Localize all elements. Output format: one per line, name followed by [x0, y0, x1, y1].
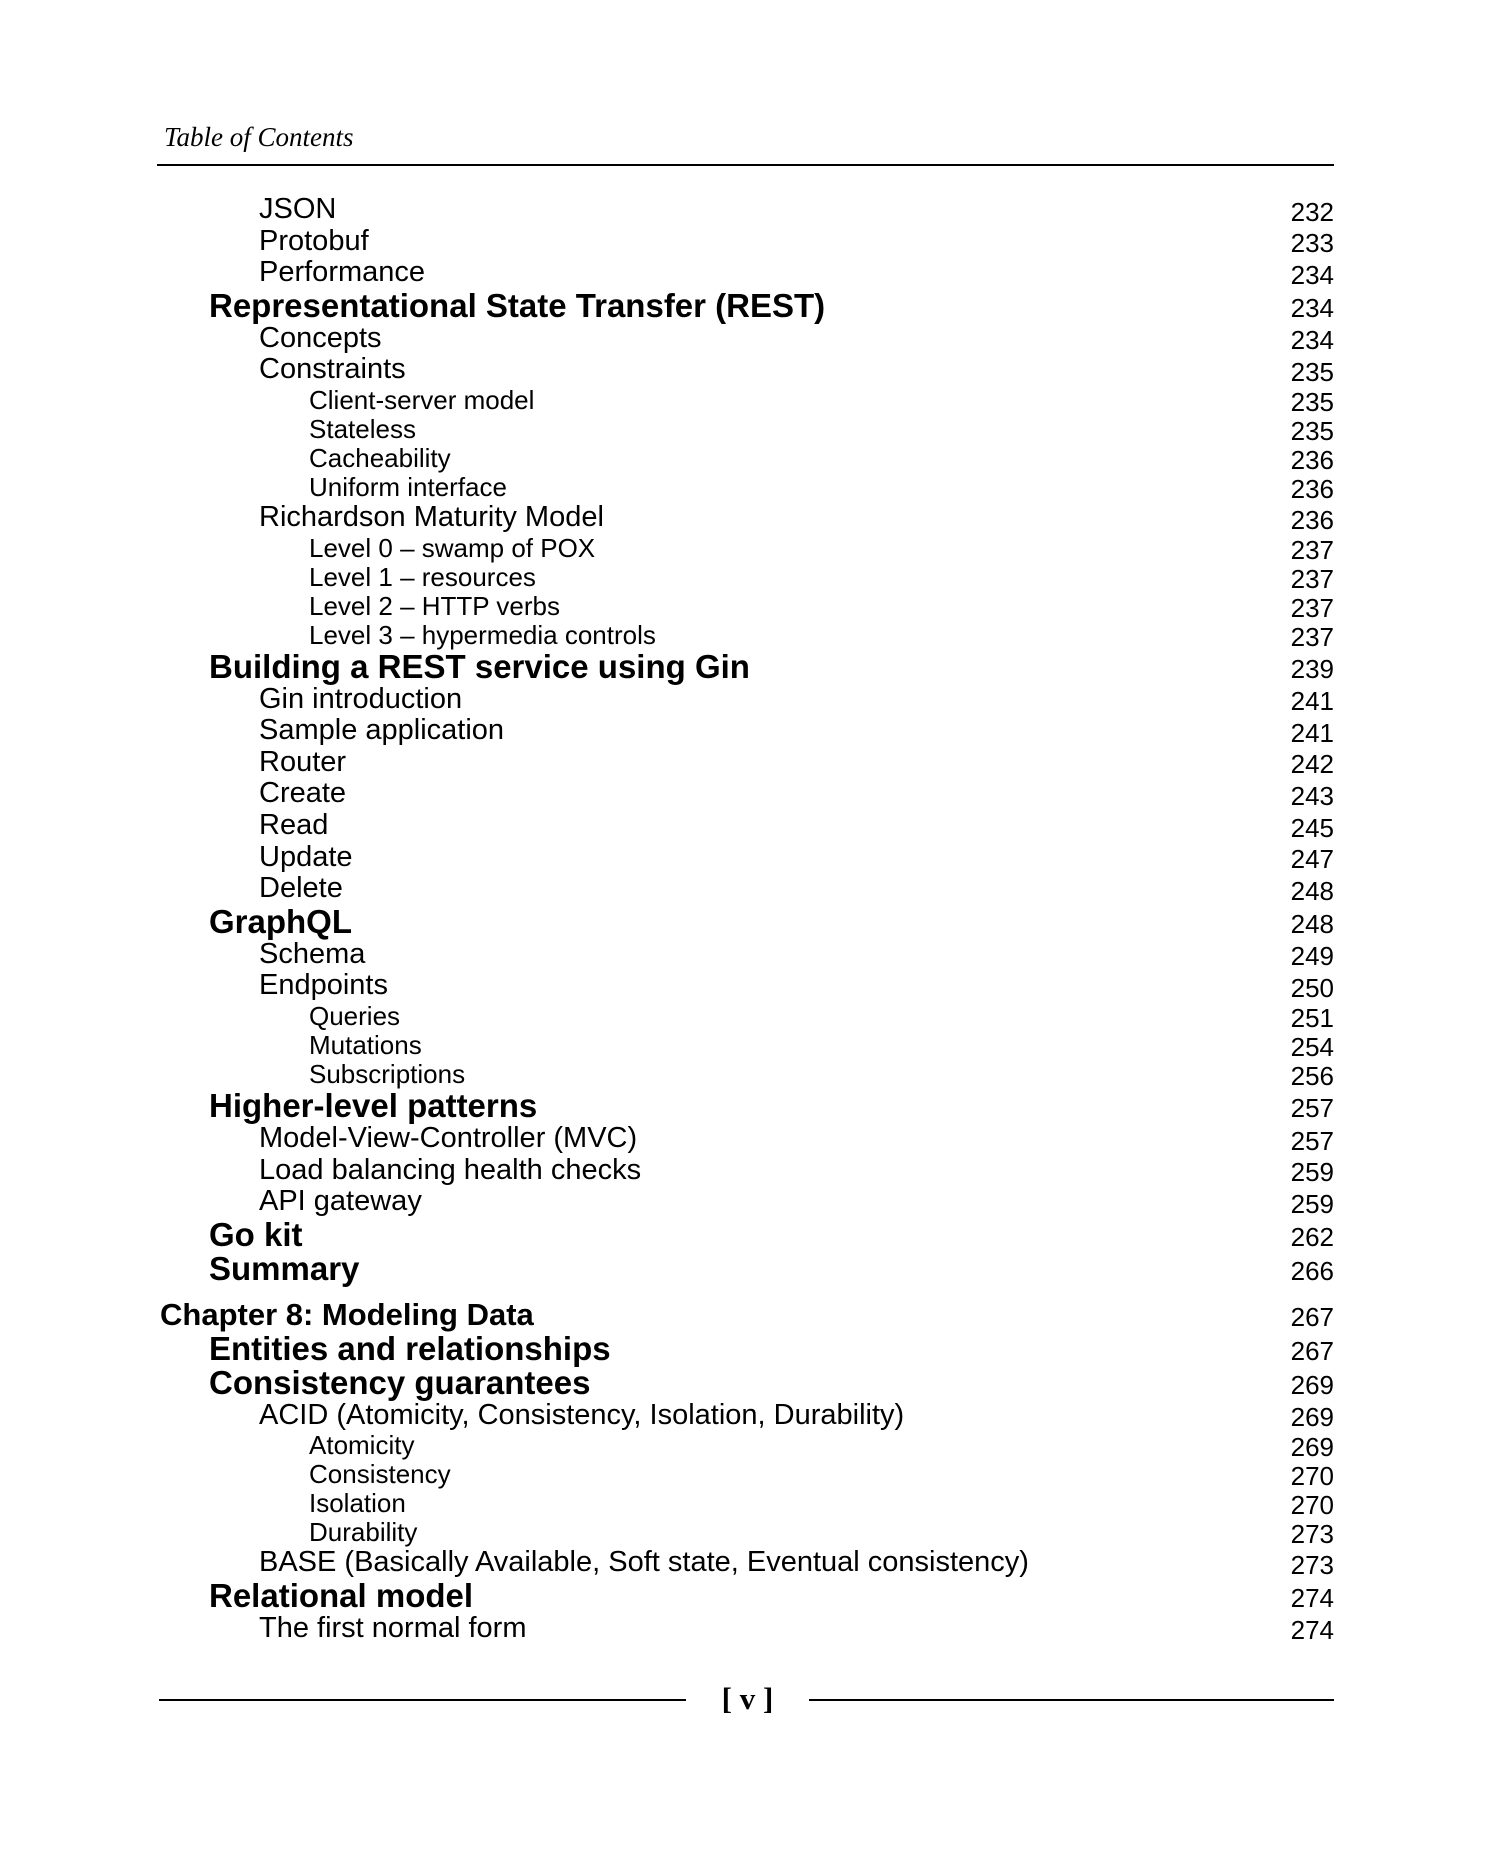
toc-subsection[interactable] — [157, 684, 1334, 716]
toc-subsubsection[interactable] — [157, 386, 1334, 415]
footer-divider-right — [809, 1699, 1334, 1701]
toc-entry-title: Building a REST service using Gin — [209, 647, 750, 685]
toc-subsection[interactable] — [157, 1123, 1334, 1155]
toc-subsection[interactable] — [157, 778, 1334, 810]
toc-entry-page-number: 248 — [1290, 875, 1334, 906]
toc-section[interactable] — [157, 1329, 1334, 1367]
toc-subsubsection[interactable] — [157, 1517, 1334, 1550]
toc-entry-page-number: 237 — [1290, 621, 1334, 652]
toc-entry-page-number: 274 — [1290, 1615, 1334, 1646]
toc-entry-page-number: 235 — [1290, 356, 1334, 387]
toc-subsubsection[interactable] — [157, 1060, 1334, 1089]
toc-entry-page-number: 235 — [1290, 386, 1334, 417]
toc-entry-page-number: 257 — [1290, 1125, 1334, 1156]
toc-entry-title: Level 1 – resources — [309, 561, 536, 592]
toc-subsubsection[interactable] — [157, 1031, 1334, 1060]
toc-subsubsection[interactable] — [157, 1488, 1334, 1521]
toc-subsection[interactable] — [157, 970, 1334, 1002]
toc-entry-page-number: 237 — [1290, 563, 1334, 594]
toc-entry-page-number: 269 — [1290, 1432, 1334, 1463]
toc-subsection[interactable] — [157, 1547, 1334, 1579]
toc-entry-page-number: 233 — [1290, 228, 1334, 259]
page-footer — [157, 1676, 1334, 1726]
toc-entry-page-number: 237 — [1290, 534, 1334, 565]
toc-entry-page-number: 270 — [1290, 1490, 1334, 1521]
toc-entry-page-number: 259 — [1290, 1157, 1334, 1188]
toc-subsection[interactable] — [157, 939, 1334, 971]
toc-subsection[interactable] — [157, 257, 1334, 289]
toc-entry-title: Queries — [309, 1000, 401, 1031]
toc-entry-page-number: 266 — [1290, 1255, 1334, 1286]
toc-entry-page-number: 251 — [1290, 1002, 1334, 1033]
toc-subsection[interactable] — [157, 323, 1334, 355]
toc-entry-title: The first normal form — [259, 1611, 527, 1644]
toc-entry-title: Performance — [259, 256, 426, 289]
toc-subsection[interactable] — [157, 873, 1334, 905]
toc-entry-page-number: 235 — [1290, 415, 1334, 446]
toc-entry-title: Model-View-Controller (MVC) — [259, 1121, 638, 1154]
toc-entry-page-number: 236 — [1290, 444, 1334, 475]
toc-entry-page-number: 247 — [1290, 844, 1334, 875]
toc-entry-page-number: 232 — [1290, 196, 1334, 227]
toc-entry-title: Endpoints — [259, 969, 388, 1002]
toc-subsection[interactable] — [157, 226, 1334, 258]
toc-entry-title: API gateway — [259, 1185, 422, 1218]
toc-entry-page-number: 273 — [1290, 1519, 1334, 1550]
toc-subsection[interactable] — [157, 1186, 1334, 1218]
toc-entry-page-number: 243 — [1290, 780, 1334, 811]
toc-subsubsection[interactable] — [157, 563, 1334, 592]
toc-section[interactable] — [157, 1363, 1334, 1401]
toc-entry-title: Uniform interface — [309, 471, 507, 502]
toc-entry-page-number: 234 — [1290, 325, 1334, 356]
toc-subsubsection[interactable] — [157, 444, 1334, 473]
toc-entry-title: Representational State Transfer (REST) — [209, 286, 826, 324]
toc-entry-page-number: 250 — [1290, 972, 1334, 1003]
toc-entry-title: Read — [259, 808, 329, 841]
toc-entry-page-number: 239 — [1290, 653, 1334, 684]
toc-entry-title: Entities and relationships — [209, 1329, 611, 1367]
toc-entry-title: Update — [259, 840, 353, 873]
toc-entry-page-number: 236 — [1290, 504, 1334, 535]
toc-entry-page-number: 267 — [1290, 1301, 1334, 1332]
toc-entry-title: Load balancing health checks — [259, 1153, 642, 1186]
toc-entry-title: Sample application — [259, 714, 505, 747]
page-number: [ v ] — [721, 1681, 774, 1716]
toc-entry-title: Summary — [209, 1249, 360, 1287]
toc-subsubsection[interactable] — [157, 1459, 1334, 1492]
toc-subsection[interactable] — [157, 842, 1334, 874]
toc-entry-title: Richardson Maturity Model — [259, 500, 604, 533]
toc-entry-page-number: 262 — [1290, 1221, 1334, 1252]
toc-subsubsection[interactable] — [157, 1002, 1334, 1031]
toc-entry-title: Durability — [309, 1517, 418, 1548]
toc-subsection[interactable] — [157, 194, 1334, 226]
toc-entry-page-number: 249 — [1290, 941, 1334, 972]
toc-entry-page-number: 237 — [1290, 592, 1334, 623]
toc-entry-page-number: 269 — [1290, 1402, 1334, 1433]
toc-entry-page-number: 242 — [1290, 749, 1334, 780]
toc-entry-title: BASE (Basically Available, Soft state, Eventual consistency) — [259, 1546, 1029, 1579]
toc-entry-page-number: 241 — [1290, 686, 1334, 717]
toc-entry-title: Level 3 – hypermedia controls — [309, 619, 656, 650]
toc-entry-page-number: 274 — [1290, 1582, 1334, 1613]
toc-subsubsection[interactable] — [157, 592, 1334, 621]
toc-subsection[interactable] — [157, 1400, 1334, 1432]
toc-entry-title: Client-server model — [309, 384, 535, 415]
toc-entry-title: Cacheability — [309, 442, 451, 473]
toc-subsection[interactable] — [157, 1613, 1334, 1645]
toc-subsection[interactable] — [157, 715, 1334, 747]
toc-section[interactable] — [157, 1249, 1334, 1287]
toc-entry-title: Create — [259, 777, 347, 810]
toc-subsection[interactable] — [157, 747, 1334, 779]
toc-subsection[interactable] — [157, 810, 1334, 842]
toc-subsection[interactable] — [157, 354, 1334, 386]
toc-entry-title: Subscriptions — [309, 1058, 466, 1089]
toc-section[interactable] — [157, 1086, 1334, 1124]
toc-entry-page-number: 245 — [1290, 812, 1334, 843]
toc-subsubsection[interactable] — [157, 621, 1334, 650]
toc-section[interactable] — [157, 1215, 1334, 1253]
toc-entry-page-number: 254 — [1290, 1031, 1334, 1062]
toc-entry-title: Delete — [259, 872, 343, 905]
table-of-contents — [157, 194, 1334, 1644]
toc-entry-title: Constraints — [259, 353, 406, 386]
toc-entry-title: Level 0 – swamp of POX — [309, 532, 596, 563]
toc-entry-title: Concepts — [259, 321, 382, 354]
toc-subsubsection[interactable] — [157, 534, 1334, 563]
toc-entry-page-number: 248 — [1290, 908, 1334, 939]
toc-entry-title: Stateless — [309, 413, 416, 444]
toc-entry-page-number: 257 — [1290, 1092, 1334, 1123]
toc-entry-title: Consistency guarantees — [209, 1363, 591, 1401]
toc-entry-page-number: 241 — [1290, 717, 1334, 748]
toc-entry-title: GraphQL — [209, 902, 353, 940]
toc-entry-title: Level 2 – HTTP verbs — [309, 590, 560, 621]
toc-subsection[interactable] — [157, 1155, 1334, 1187]
toc-entry-title: Atomicity — [309, 1430, 415, 1461]
toc-entry-title: Consistency — [309, 1459, 451, 1490]
toc-entry-title: Relational model — [209, 1576, 474, 1614]
toc-section[interactable] — [157, 286, 1334, 324]
toc-entry-title: Go kit — [209, 1215, 303, 1253]
toc-entry-page-number: 234 — [1290, 259, 1334, 290]
toc-entry-page-number: 267 — [1290, 1335, 1334, 1366]
header-divider — [157, 164, 1334, 166]
toc-subsubsection[interactable] — [157, 1430, 1334, 1463]
toc-section[interactable] — [157, 902, 1334, 940]
toc-subsubsection[interactable] — [157, 473, 1334, 502]
toc-entry-page-number: 234 — [1290, 292, 1334, 323]
toc-entry-page-number: 269 — [1290, 1369, 1334, 1400]
toc-entry-title: Protobuf — [259, 224, 369, 257]
toc-subsubsection[interactable] — [157, 415, 1334, 444]
toc-entry-title: JSON — [259, 193, 337, 225]
toc-entry-page-number: 256 — [1290, 1060, 1334, 1091]
toc-subsection[interactable] — [157, 502, 1334, 534]
footer-divider-left — [159, 1699, 686, 1701]
toc-entry-title: Router — [259, 745, 347, 778]
toc-chapter[interactable] — [157, 1298, 1334, 1332]
toc-entry-title: Higher-level patterns — [209, 1086, 538, 1124]
toc-entry-title: Mutations — [309, 1029, 422, 1060]
toc-entry-page-number: 270 — [1290, 1461, 1334, 1492]
toc-entry-title: ACID (Atomicity, Consistency, Isolation, Durability) — [259, 1398, 905, 1431]
running-header-title: Table of Contents — [164, 122, 354, 152]
toc-entry-page-number: 273 — [1290, 1549, 1334, 1580]
toc-entry-page-number: 236 — [1290, 473, 1334, 504]
toc-entry-title: Isolation — [309, 1488, 406, 1519]
toc-entry-title: Schema — [259, 937, 366, 970]
toc-entry-title: Gin introduction — [259, 682, 463, 715]
toc-section[interactable] — [157, 1576, 1334, 1614]
toc-section[interactable] — [157, 647, 1334, 685]
toc-entry-title: Chapter 8: Modeling Data — [160, 1296, 534, 1332]
toc-entry-page-number: 259 — [1290, 1188, 1334, 1219]
